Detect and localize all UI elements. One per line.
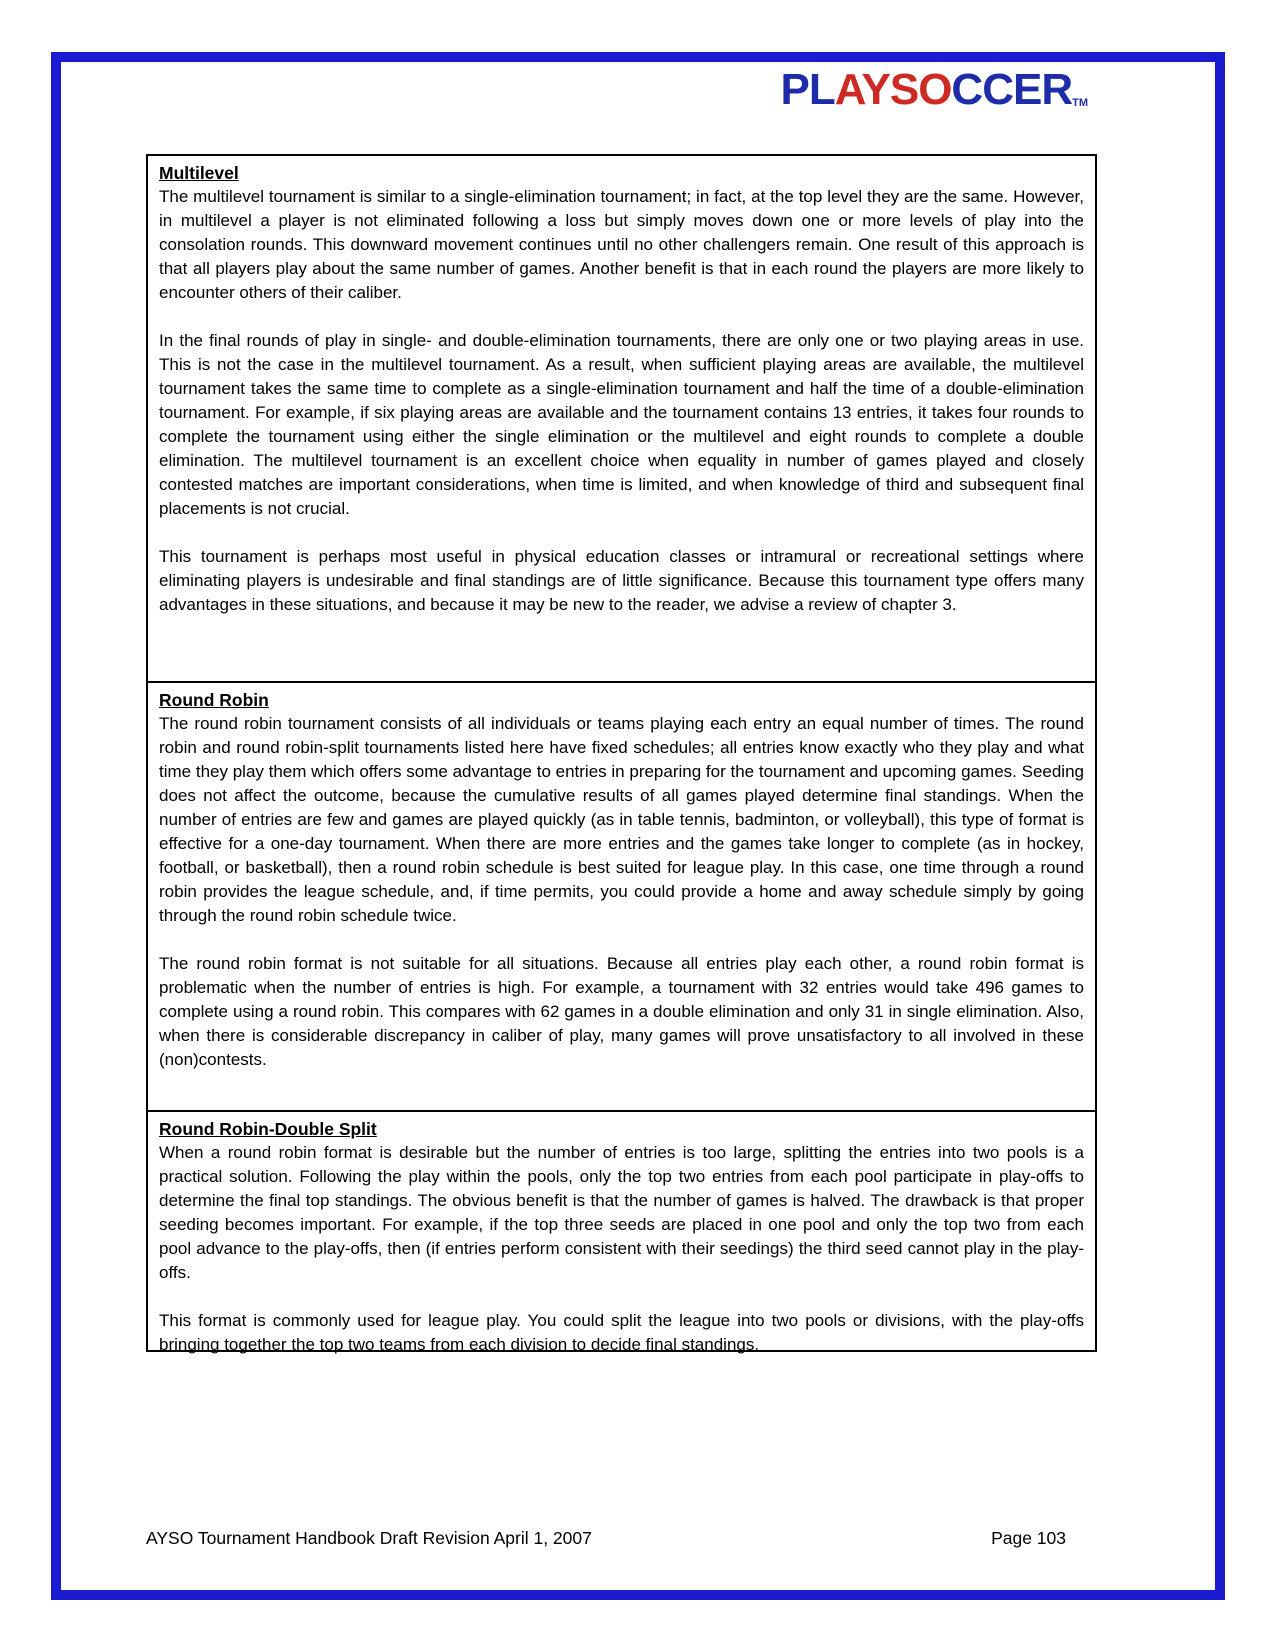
paragraph: When a round robin format is desirable but the number of entries is too large, splitting the entries into two pools is a practical solution. Following the play within the pools, only the top two entries from each pool participate in play-offs to determine the final top standings. The obvious benefit is that the number of games is halved. The drawback is that proper seeding becomes important. For example, if the top three seeds are placed in one pool and only the top two from each pool advance to the play-offs, then (if entries perform consistent with their seedings) the third seed cannot play in the play-offs.: [159, 1143, 1084, 1282]
section-box-multilevel: [146, 154, 1097, 683]
page-footer: [146, 1527, 1066, 1549]
paragraph: The round robin format is not suitable for all situations. Because all entries play each other, a round robin format is problematic when the number of entries is high. For example, a tournament with 32 entries would take 496 games to complete using a round robin. This compares with 62 games in a double elimination and only 31 in single elimination. Also, when there is considerable discrepancy in caliber of play, many games will prove unsatisfactory to all involved in these (non)contests.: [159, 954, 1084, 1069]
logo-part-ayso: AYSO: [834, 65, 952, 114]
logo-part-ccer: CCER: [951, 65, 1073, 114]
section-heading-multilevel: Multilevel: [159, 163, 239, 183]
paragraph: This tournament is perhaps most useful in physical education classes or intramural or recreational settings where eliminating players is undesirable and final standings are of little significance. Because this tournament type offers many advantages in these situations, and because it may be new to the reader, we advise a review of chapter 3.: [159, 547, 1084, 614]
trademark-symbol: TM: [1072, 97, 1088, 109]
playsoccer-logo: [780, 65, 1088, 114]
section-box-round-robin-double-split: [146, 1110, 1097, 1352]
footer-document-title: AYSO Tournament Handbook Draft Revision April 1, 2007: [146, 1528, 592, 1548]
paragraph: This format is commonly used for league play. You could split the league into two pools or divisions, with the play-offs bringing together the top two teams from each division to decide final standings.: [159, 1311, 1084, 1354]
footer-page-number: Page 103: [991, 1528, 1066, 1548]
content-area: [146, 154, 1097, 1352]
paragraph: In the final rounds of play in single- and double-elimination tournaments, there are only one or two playing areas in use. This is not the case in the multilevel tournament. As a result, when sufficient playing areas are available, the multilevel tournament takes the same time to complete as a single-elimination tournament and half the time of a double-elimination tournament. For example, if six playing areas are available and the tournament contains 13 entries, it takes four rounds to complete the tournament using either the single elimination or the multilevel and eight rounds to complete a double elimination. The multilevel tournament is an excellent choice when equality in number of games played and closely contested matches are important considerations, when time is limited, and when knowledge of third and subsequent final placements is not crucial.: [159, 331, 1084, 518]
section-heading-round-robin: Round Robin: [159, 690, 269, 710]
paragraph: The multilevel tournament is similar to a single-elimination tournament; in fact, at the top level they are the same. However, in multilevel a player is not eliminated following a loss but simply moves down one or more levels of play into the consolation rounds. This downward movement continues until no other challengers remain. One result of this approach is that all players play about the same number of games. Another benefit is that in each round the players are more likely to encounter others of their caliber.: [159, 187, 1084, 302]
section-box-round-robin: [146, 681, 1097, 1112]
logo-part-pl: PL: [780, 65, 835, 114]
paragraph: The round robin tournament consists of all individuals or teams playing each entry an equal number of times. The round robin and round robin-split tournaments listed here have fixed schedules; all entries know exactly who they play and what time they play them which offers some advantage to entries in preparing for the tournament and upcoming games. Seeding does not affect the outcome, because the cumulative results of all games played determine final standings. When the number of entries are few and games are played quickly (as in table tennis, badminton, or volleyball), this type of format is effective for a one-day tournament. When there are more entries and the games take longer to complete (as in hockey, football, or basketball), then a round robin schedule is best suited for league play. In this case, one time through a round robin provides the league schedule, and, if time permits, you could provide a home and away schedule simply by going through the round robin schedule twice.: [159, 714, 1084, 925]
section-heading-round-robin-double-split: Round Robin-Double Split: [159, 1119, 377, 1139]
